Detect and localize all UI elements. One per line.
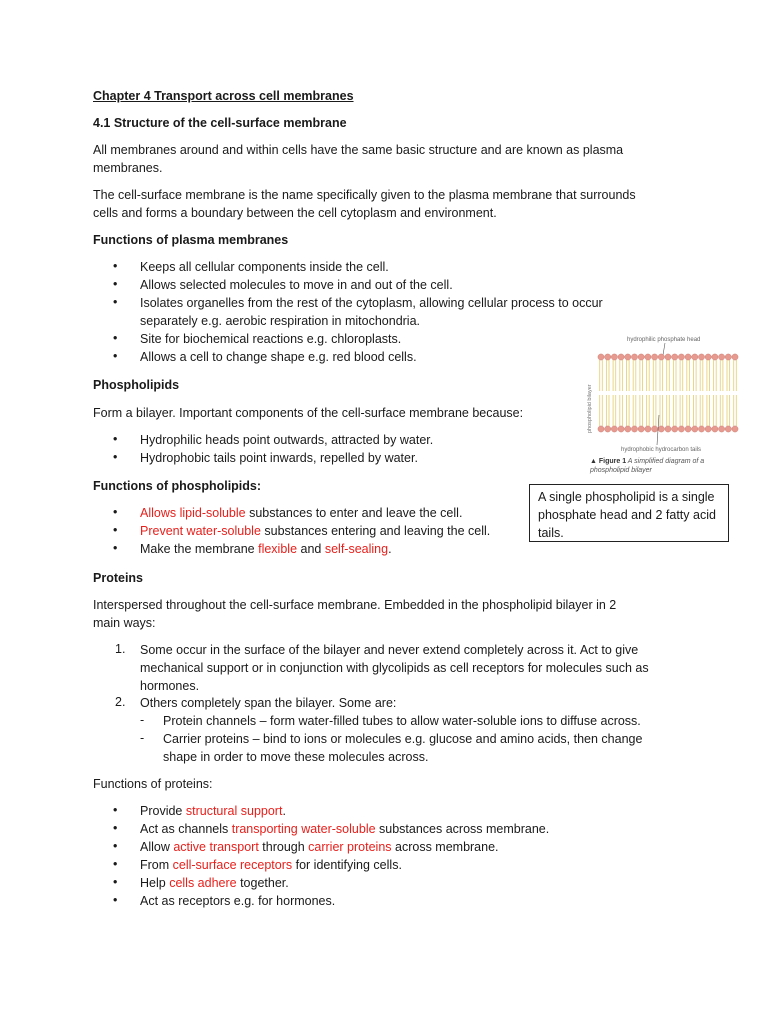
phosphate-head — [638, 354, 644, 360]
phosphate-head — [598, 426, 604, 432]
phospholipids-heading: Phospholipids — [93, 378, 180, 392]
highlight-text: structural support — [185, 804, 283, 818]
bullet: • — [113, 259, 118, 273]
phosphate-head — [705, 426, 711, 432]
list-item-continuation: hormones. — [140, 679, 200, 693]
list-text: Help — [140, 876, 170, 890]
list-item-continuation: mechanical support or in conjunction with glycolipids as cell receptors for molecules such as — [140, 661, 649, 675]
bullet: • — [113, 803, 118, 817]
phosphate-head — [611, 354, 617, 360]
phosphate-head — [598, 354, 604, 360]
phosphate-head — [732, 354, 738, 360]
phosphate-head — [698, 426, 704, 432]
bullet: • — [113, 893, 118, 907]
phosphate-head — [685, 426, 691, 432]
bullet: • — [113, 505, 118, 519]
paragraph-line: cells and forms a boundary between the cell cytoplasm and environment. — [93, 206, 497, 220]
bullet: • — [113, 295, 118, 309]
list-item — [140, 505, 462, 522]
figure-caption-text: phospholipid bilayer — [590, 467, 652, 474]
list-item — [140, 803, 286, 820]
highlight-text: Allows lipid-soluble — [140, 506, 246, 520]
paragraph-line: membranes. — [93, 161, 163, 175]
phosphate-head — [618, 354, 624, 360]
list-item: Some occur in the surface of the bilayer and never extend completely across it. Act to give — [140, 643, 639, 657]
phosphate-head — [672, 354, 678, 360]
bullet: • — [113, 541, 118, 555]
phosphate-head — [678, 354, 684, 360]
proteins-heading: Proteins — [93, 571, 144, 585]
phospholipid-bilayer-figure — [585, 333, 743, 473]
bullet: • — [113, 277, 118, 291]
phosphate-head — [719, 354, 725, 360]
phosphate-head — [712, 354, 718, 360]
bullet: • — [113, 331, 118, 345]
phosphate-head — [732, 426, 738, 432]
phosphate-head — [692, 354, 698, 360]
phosphate-head — [665, 354, 671, 360]
list-text: Allow — [140, 840, 174, 854]
sub-item: Protein channels – form water-filled tubes to allow water-soluble ions to diffuse across. — [163, 714, 641, 728]
phosphate-head — [631, 354, 637, 360]
list-text: . — [388, 542, 392, 556]
phosphate-head — [658, 354, 664, 360]
list-item: Act as receptors e.g. for hormones. — [140, 894, 336, 908]
highlight-text: Prevent water-soluble — [140, 524, 261, 538]
paragraph-line: The cell-surface membrane is the name specifically given to the plasma membrane that surrounds — [93, 188, 636, 202]
list-text: substances entering and leaving the cell. — [260, 524, 491, 538]
list-text: . — [282, 804, 286, 818]
phosphate-head — [605, 426, 611, 432]
list-item — [140, 523, 490, 540]
list-text: across membrane. — [391, 840, 499, 854]
section-heading: 4.1 Structure of the cell-surface membrane — [93, 116, 347, 130]
list-item: Others completely span the bilayer. Some are: — [140, 696, 397, 710]
phosphate-head — [692, 426, 698, 432]
figure-caption — [590, 457, 704, 475]
highlight-text: transporting water-soluble — [231, 822, 376, 836]
list-text: for identifying cells. — [292, 858, 402, 872]
list-item — [140, 541, 392, 558]
phosphate-head — [625, 426, 631, 432]
phosphate-head — [605, 354, 611, 360]
phosphate-head — [652, 354, 658, 360]
bullet: • — [113, 875, 118, 889]
dash: - — [140, 731, 145, 745]
paragraph-line: Form a bilayer. Important components of the cell-surface membrane because: — [93, 406, 524, 420]
paragraph-line: Interspersed throughout the cell-surface membrane. Embedded in the phospholipid bilayer in 2 — [93, 598, 617, 612]
list-item — [140, 875, 289, 892]
dash: - — [140, 713, 145, 727]
phosphate-head — [631, 426, 637, 432]
list-item — [140, 821, 549, 838]
label-pointer — [663, 343, 665, 355]
list-text: Make the membrane — [140, 542, 259, 556]
list-item: Hydrophobic tails point inwards, repelled by water. — [140, 451, 418, 465]
list-text: together. — [236, 876, 289, 890]
highlight-text: cell-surface receptors — [172, 858, 293, 872]
list-item — [140, 857, 402, 874]
phosphate-head — [645, 354, 651, 360]
phosphate-head — [719, 426, 725, 432]
phosphate-head — [725, 426, 731, 432]
chapter-title: Chapter 4 Transport across cell membranes — [93, 89, 354, 103]
phospholipid-functions-heading: Functions of phospholipids: — [93, 479, 262, 493]
figure-caption-text: A simplified diagram of a — [626, 458, 705, 465]
phosphate-head — [618, 426, 624, 432]
phosphate-head — [611, 426, 617, 432]
phosphate-head — [725, 354, 731, 360]
highlight-text: self-sealing — [324, 542, 389, 556]
list-text: substances across membrane. — [375, 822, 550, 836]
phosphate-head — [712, 426, 718, 432]
phosphate-head — [705, 354, 711, 360]
phosphate-head — [658, 426, 664, 432]
figure-caption-number: ▲ Figure 1 — [590, 458, 627, 465]
phosphate-head — [645, 426, 651, 432]
list-item: Allows selected molecules to move in and out of the cell. — [140, 278, 453, 292]
list-item-continuation: separately e.g. aerobic respiration in mitochondria. — [140, 314, 421, 328]
paragraph-line: All membranes around and within cells have the same basic structure and are known as plasma — [93, 143, 624, 157]
figure-label-side: phospholipid bilayer — [587, 384, 593, 433]
figure-label-bottom: hydrophobic hydrocarbon tails — [621, 447, 702, 453]
sub-item-continuation: shape in order to move these molecules across. — [163, 750, 429, 764]
list-item — [140, 839, 499, 856]
phosphate-head — [678, 426, 684, 432]
list-text: substances to enter and leave the cell. — [245, 506, 463, 520]
highlight-text: active transport — [173, 840, 259, 854]
list-number: 1. — [115, 642, 126, 656]
list-number: 2. — [115, 695, 126, 709]
bullet: • — [113, 523, 118, 537]
bullet: • — [113, 821, 118, 835]
figure-label-top: hydrophilic phosphate head — [627, 337, 701, 343]
phosphate-head — [638, 426, 644, 432]
phosphate-head — [672, 426, 678, 432]
bilayer-drawing — [598, 354, 738, 432]
highlight-text: flexible — [258, 542, 298, 556]
bullet: • — [113, 857, 118, 871]
highlight-text: cells adhere — [169, 876, 237, 890]
phosphate-head — [665, 426, 671, 432]
list-text: and — [297, 542, 325, 556]
bullet: • — [113, 432, 118, 446]
phosphate-head — [625, 354, 631, 360]
sub-item: Carrier proteins – bind to ions or molecules e.g. glucose and amino acids, then change — [163, 732, 643, 746]
list-text: Act as channels — [140, 822, 232, 836]
bullet: • — [113, 349, 118, 363]
bullet: • — [113, 839, 118, 853]
callout-box: A single phospholipid is a single phosphate head and 2 fatty acid tails. — [529, 484, 729, 542]
phosphate-head — [685, 354, 691, 360]
highlight-text: carrier proteins — [308, 840, 392, 854]
list-item: Isolates organelles from the rest of the cytoplasm, allowing cellular process to occur — [140, 296, 603, 310]
functions-heading: Functions of plasma membranes — [93, 233, 289, 247]
list-text: through — [258, 840, 309, 854]
list-item: Keeps all cellular components inside the cell. — [140, 260, 389, 274]
list-item: Hydrophilic heads point outwards, attracted by water. — [140, 433, 434, 447]
phosphate-head — [698, 354, 704, 360]
list-item: Allows a cell to change shape e.g. red blood cells. — [140, 350, 417, 364]
bullet: • — [113, 450, 118, 464]
paragraph-line: main ways: — [93, 616, 156, 630]
list-item: Site for biochemical reactions e.g. chloroplasts. — [140, 332, 402, 346]
protein-functions-heading: Functions of proteins: — [93, 777, 213, 791]
list-text: Provide — [140, 804, 186, 818]
phosphate-head — [652, 426, 658, 432]
list-text: From — [140, 858, 173, 872]
